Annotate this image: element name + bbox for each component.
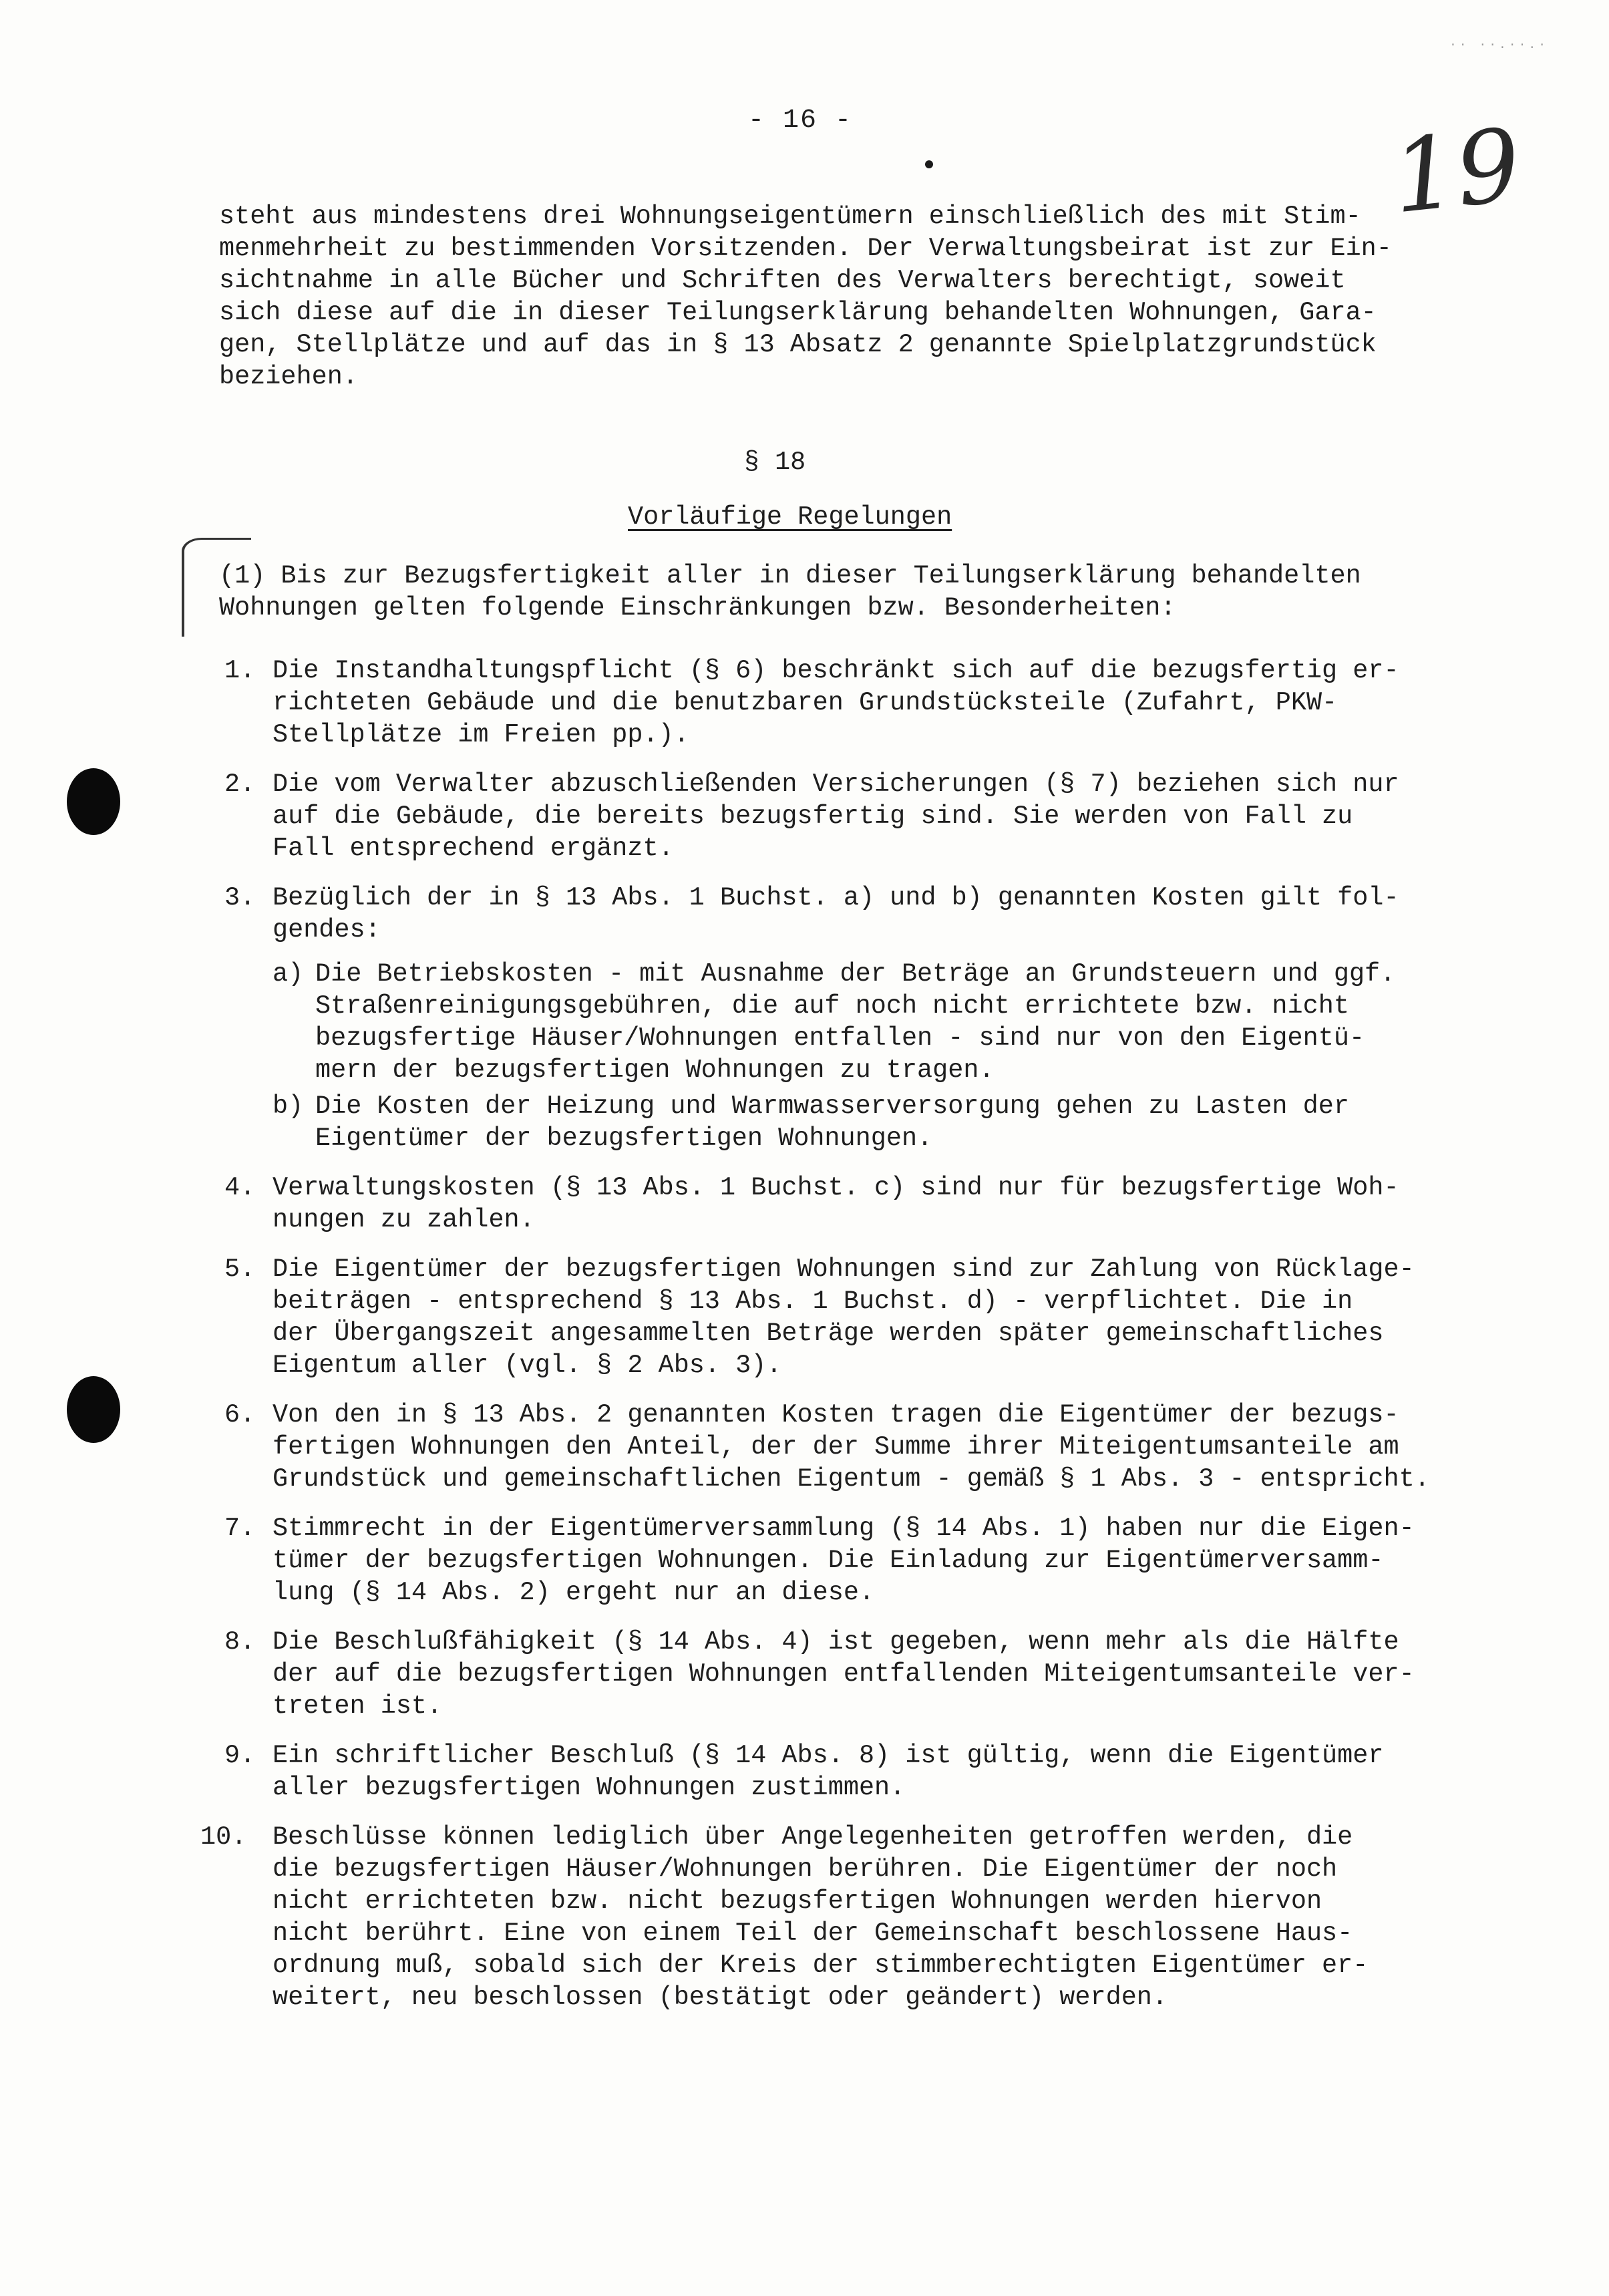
section-number: § 18 — [743, 448, 806, 477]
list-item — [200, 1253, 1449, 1381]
list-item-number: 3. — [224, 883, 256, 913]
list-item — [200, 1821, 1449, 2013]
section-title: Vorläufige Regelungen — [628, 502, 952, 532]
document-body — [219, 200, 1435, 393]
punch-hole-top — [67, 768, 120, 835]
list-item-number: 8. — [224, 1627, 256, 1657]
list-item-number: 9. — [224, 1741, 256, 1770]
list-item — [200, 655, 1449, 751]
list-item-number: 5. — [224, 1255, 256, 1284]
list-item-text: Beschlüsse können lediglich über Angelegenheiten getroffen werden, die die bezugsfertigen Häuser/Wohnungen berühren. Die Eigentümer der noch nicht errichteten bzw. nicht bezugsfertigen Wohnungen werden hiervon nicht berührt. Eine von einem Teil der Gemeinschaft beschlossene Haus- ordnung muß, sobald sich der Kreis der stimmberechtigten Eigentümer er- weitert, neu beschlossen (bestätigt oder geändert) werden. — [273, 1822, 1369, 2012]
list-item-number: 2. — [224, 770, 256, 799]
corner-mark: ·· ··.··.· — [1449, 39, 1549, 52]
sub-list — [273, 958, 1449, 1154]
list-item-text: Stimmrecht in der Eigentümerversammlung (§ 14 Abs. 1) haben nur die Eigen- tümer der bezugsfertigen Wohnungen. Die Einladung zur Eigentümerversamm- lung (§ 14 Abs. 2) ergeht nur an diese. — [273, 1514, 1415, 1607]
list-item — [200, 1399, 1449, 1495]
list-item-text: Verwaltungskosten (§ 13 Abs. 1 Buchst. c) sind nur für bezugsfertige Woh- nungen zu zahlen. — [273, 1173, 1399, 1235]
sub-item-label: a) — [273, 959, 304, 989]
list-item-text: Ein schriftlicher Beschluß (§ 14 Abs. 8) ist gültig, wenn die Eigentümer aller bezugsfertigen Wohnungen zustimmen. — [273, 1741, 1384, 1802]
list-item-text: Bezüglich der in § 13 Abs. 1 Buchst. a) und b) genannten Kosten gilt fol- gendes: — [273, 883, 1399, 945]
list-item-text: Die Instandhaltungspflicht (§ 6) beschränkt sich auf die bezugsfertig er- richteten Gebäude und die benutzbaren Grundstücksteile (Zufahrt, PKW- Stellplätze im Freien pp.). — [273, 656, 1399, 750]
list-item-number: 6. — [224, 1400, 256, 1430]
sub-item-text: Die Kosten der Heizung und Warmwasserversorgung gehen zu Lasten der Eigentümer der bezugsfertigen Wohnungen. — [315, 1092, 1349, 1153]
sub-list-item — [273, 958, 1449, 1086]
list-item — [200, 1512, 1449, 1609]
list-item — [200, 882, 1449, 1154]
list-item-number: 10. — [200, 1822, 247, 1852]
list-item — [200, 1172, 1449, 1236]
page-number: - 16 - — [748, 106, 853, 136]
list-item — [200, 1626, 1449, 1722]
intro-paragraph: steht aus mindestens drei Wohnungseigentümern einschließlich des mit Stim- menmehrheit zu bestimmenden Vorsitzenden. Der Verwaltungsbeirat ist zur Ein- sichtnahme in alle Bücher und Schriften des Verwalters berechtigt, soweit sich diese auf die in dieser Teilungserklärung behandelten Wohnungen, Gara- gen, Stellplätze und auf das in § 13 Absatz 2 genannte Spielplatzgrundstück beziehen. — [219, 202, 1392, 391]
section-paragraph-1: (1) Bis zur Bezugsfertigkeit aller in dieser Teilungserklärung behandelten Wohnungen gelten folgende Einschränkungen bzw. Besonderheiten: — [219, 561, 1361, 623]
sub-item-label: b) — [273, 1092, 304, 1121]
list-item-text: Die Eigentümer der bezugsfertigen Wohnungen sind zur Zahlung von Rücklage- beiträgen - entsprechend § 13 Abs. 1 Buchst. d) - verpflichtet. Die in der Übergangszeit angesammelten Beträge werden später gemeinschaftliches Eigentum aller (vgl. § 2 Abs. 3). — [273, 1255, 1415, 1380]
provisions-list — [200, 655, 1449, 2013]
list-item-number: 4. — [224, 1173, 256, 1202]
list-item-text: Die vom Verwalter abzuschließenden Versicherungen (§ 7) beziehen sich nur auf die Gebäude, die bereits bezugsfertig sind. Sie werden von Fall zu Fall entsprechend ergänzt. — [273, 770, 1399, 863]
sub-list-item — [273, 1090, 1449, 1154]
list-item-number: 7. — [224, 1514, 256, 1543]
list-item — [200, 768, 1449, 864]
list-item-text: Die Beschlußfähigkeit (§ 14 Abs. 4) ist gegeben, wenn mehr als die Hälfte der auf die bezugsfertigen Wohnungen entfallenden Miteigentumsanteile ver- treten ist. — [273, 1627, 1415, 1721]
list-item-number: 1. — [224, 656, 256, 685]
list-item — [200, 1740, 1449, 1804]
list-item-text: Von den in § 13 Abs. 2 genannten Kosten tragen die Eigentümer der bezugs- fertigen Wohnungen den Anteil, der der Summe ihrer Miteigentumsanteile am Grundstück und gemeinschaftlichen Eigentum - gemäß § 1 Abs. 3 - entspricht. — [273, 1400, 1430, 1494]
sub-item-text: Die Betriebskosten - mit Ausnahme der Beträge an Grundsteuern und ggf. Straßenreinigungsgebühren, die auf noch nicht errichtete bzw. nicht bezugsfertige Häuser/Wohnungen entfallen - sind nur von den Eigentü- mern der bezugsfertigen Wohnungen zu tragen. — [315, 959, 1396, 1085]
punch-hole-bottom — [67, 1376, 120, 1443]
handwritten-page-number: 19 — [1387, 107, 1526, 236]
ink-dot — [925, 160, 933, 168]
